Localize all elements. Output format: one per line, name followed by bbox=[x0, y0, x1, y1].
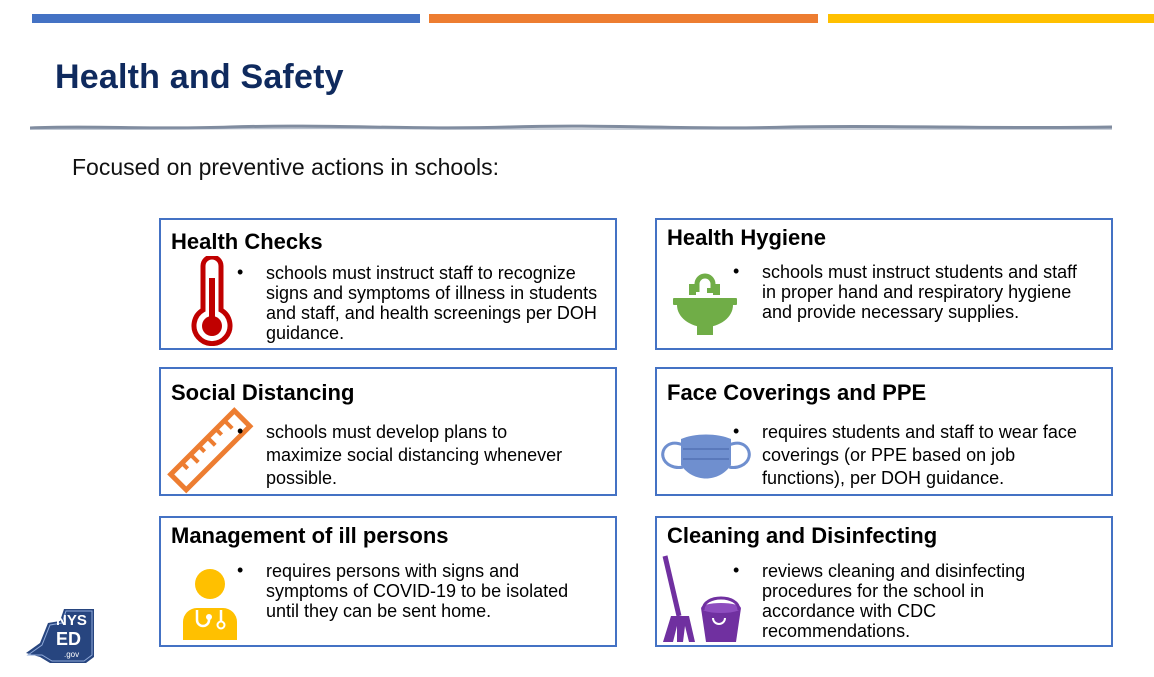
card-text: reviews cleaning and disinfecting procedures for the school in accordance with CDC recommendations. bbox=[762, 561, 1026, 641]
logo-text-nys: NYS bbox=[56, 612, 87, 629]
card-title: Health Checks bbox=[171, 229, 323, 254]
card-health-checks bbox=[159, 218, 617, 350]
bullet: • bbox=[237, 421, 244, 441]
title-divider bbox=[30, 121, 1112, 135]
card-text: requires students and staff to wear face coverings (or PPE based on job functions), per DOH guidance. bbox=[762, 422, 1077, 488]
card-title: Face Coverings and PPE bbox=[667, 380, 927, 405]
card-management-ill-persons bbox=[159, 516, 617, 647]
card-title: Social Distancing bbox=[171, 380, 355, 405]
bullet: • bbox=[733, 560, 740, 580]
bullet: • bbox=[733, 421, 740, 441]
card-text: schools must instruct staff to recognize signs and symptoms of illness in students and staff, and health screenings per DOH guidance. bbox=[266, 263, 598, 343]
sink-icon bbox=[669, 270, 739, 340]
ruler-icon bbox=[166, 406, 256, 496]
card-title: Management of ill persons bbox=[171, 523, 449, 548]
card-title: Health Hygiene bbox=[667, 225, 826, 250]
page-title: Health and Safety bbox=[55, 58, 344, 96]
bullet: • bbox=[237, 560, 244, 580]
subtitle: Focused on preventive actions in schools: bbox=[72, 154, 500, 180]
card-text: schools must instruct students and staff in proper hand and respiratory hygiene and provide necessary supplies. bbox=[762, 262, 1077, 322]
card-cleaning-disinfecting bbox=[655, 516, 1113, 647]
bullet: • bbox=[237, 262, 244, 282]
medical-person-icon bbox=[177, 568, 243, 640]
top-accent-bar-yellow bbox=[828, 14, 1154, 23]
bullet: • bbox=[733, 261, 740, 281]
card-health-hygiene bbox=[655, 218, 1113, 350]
logo-text-ed: ED bbox=[56, 629, 82, 649]
thermometer-icon bbox=[188, 256, 236, 346]
card-text: schools must develop plans to maximize social distancing whenever possible. bbox=[266, 422, 563, 488]
logo-text-gov: .gov bbox=[64, 650, 80, 659]
card-text: requires persons with signs and symptoms of COVID-19 to be isolated until they can be sent home. bbox=[266, 561, 569, 621]
top-accent-bar-orange bbox=[429, 14, 818, 23]
card-face-coverings bbox=[655, 367, 1113, 496]
nysed-logo bbox=[20, 603, 100, 665]
card-title: Cleaning and Disinfecting bbox=[667, 523, 938, 548]
top-accent-bar-blue bbox=[32, 14, 420, 23]
card-social-distancing bbox=[159, 367, 617, 496]
